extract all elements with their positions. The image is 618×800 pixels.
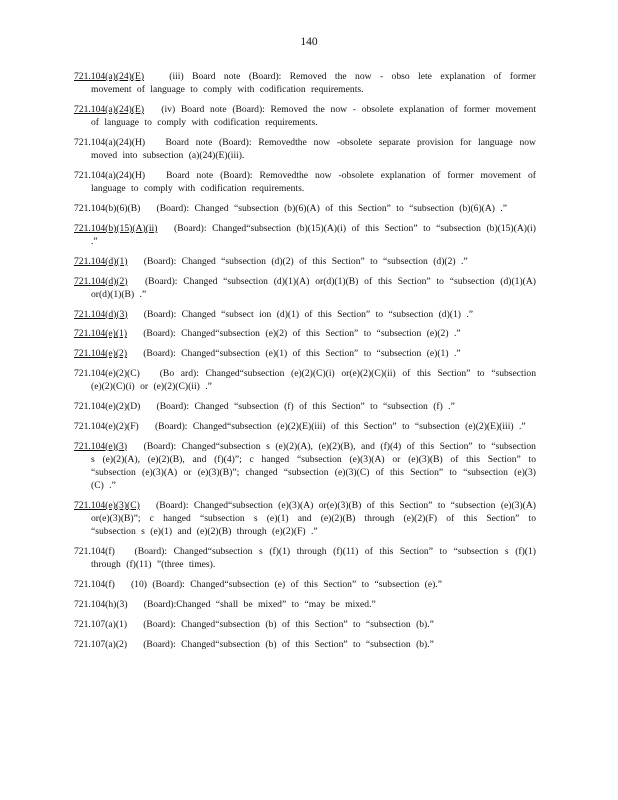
amendment-text: (Board): Changed“subsection (b) of this Section” to “subsection (b).”: [143, 618, 434, 630]
amendment-entry: [74, 638, 536, 651]
amendment-text: (Board): Changed“subsection s (f)(1) through (f)(11) of this Section” to “subsection s (f)(1) through (f)(11) ”(three times).: [91, 546, 536, 571]
section-reference: 721.104(f): [74, 579, 115, 591]
amendment-text: (Board): Changed“subsection s (e)(2)(A), (e)(2)(B), and (f)(4) of this Section” to “subsection s (e)(2)(A), (e)(2)(B), and (f)(4)”; c hanged “subsection (e)(3)(A) or (e)(3)(B) of this Section” to “subsection (e)(3)(A) or (e)(3)(B)”; changed “subsection (e)(3)(C) of this Section” to “subsection (e)(3)(C) .”: [91, 440, 536, 492]
amendment-list: [74, 70, 536, 657]
section-reference: 721.104(d)(2): [74, 275, 128, 287]
amendment-text: (Bo ard): Changed“subsection (e)(2)(C)(i) or(e)(2)(C)(ii) of this Section” to “subsection (e)(2)(C)(i) or (e)(2)(C)(ii) .”: [91, 367, 536, 393]
section-reference: 721.104(e)(1): [74, 328, 128, 340]
amendment-text: (Board): Changed “subsection (f) of this Section” to “subsection (f) .”: [156, 400, 455, 412]
amendment-entry: [74, 499, 536, 539]
amendment-entry: [74, 222, 536, 248]
amendment-entry: [74, 136, 536, 162]
amendment-entry: [74, 347, 536, 360]
amendment-text: (Board): Changed “subsect ion (d)(1) of this Section” to “subsection (d)(1) .”: [143, 308, 474, 320]
amendment-text: (Board): Changed“subsection (b) of this Section” to “subsection (b).”: [143, 638, 434, 650]
amendment-text: (Board):Changed “shall be mixed” to “may be mixed.”: [143, 598, 376, 610]
amendment-text: (Board): Changed“subsection (e)(2) of this Section” to “subsection (e)(2) .”: [143, 328, 461, 340]
amendment-text: (Board): Changed “subsection (d)(2) of this Section” to “subsection (d)(2) .”: [143, 255, 468, 267]
amendment-text: (Board): Changed“subsection (e)(1) of this Section” to “subsection (e)(1) .”: [143, 348, 461, 360]
amendment-entry: [74, 255, 536, 268]
amendment-text: (iii) Board note (Board): Removed the now - obso lete explanation of former movement of language to comply with codification requirements.: [91, 71, 536, 96]
section-reference: 721.104(e)(3): [74, 440, 128, 452]
section-reference: 721.104(e)(2)(C): [74, 367, 140, 379]
section-reference: 721.104(e)(2): [74, 348, 128, 360]
amendment-entry: [74, 367, 536, 393]
amendment-entry: [74, 400, 536, 413]
amendment-text: Board note (Board): Removedthe now -obsolete explanation of former movement of language to comply with codification requirements.: [91, 170, 537, 195]
amendment-text: (Board): Changed“subsection (e)(3)(A) or(e)(3)(B) of this Section” to “subsection (e)(3)(A) or(e)(3)(B)”; c hanged “subsection s (e)(1) and (e)(2)(B) through (e)(2)(F) of this Section” to “subsection s (e)(1) and (e)(2)(B) through (e)(2)(F) .”: [91, 499, 536, 538]
section-reference: 721.104(e)(2)(D): [74, 400, 141, 412]
section-reference: 721.104(d)(1): [74, 255, 128, 267]
amendment-entry: [74, 598, 536, 611]
section-reference: 721.104(d)(3): [74, 308, 128, 320]
amendment-text: (iv) Board note (Board): Removed the now - obsolete explanation of former movement of language to comply with codification requirements.: [91, 104, 536, 129]
amendment-entry: [74, 275, 536, 301]
amendment-entry: [74, 327, 536, 340]
amendment-entry: [74, 545, 536, 571]
amendment-entry: [74, 618, 536, 631]
amendment-entry: [74, 308, 536, 321]
amendment-entry: [74, 578, 536, 591]
amendment-entry: [74, 169, 536, 195]
page-number: 140: [300, 36, 318, 48]
amendment-text: (10) (Board): Changed“subsection (e) of this Section” to “subsection (e).”: [130, 579, 442, 591]
amendment-text: (Board): Changed“subsection (b)(15)(A)(i) of this Section” to “subsection (b)(15)(A)(i) .”: [91, 222, 536, 247]
amendment-text: (Board): Changed“subsection (e)(2)(E)(iii) of this Section” to “subsection (e)(2)(E)(iii) .”: [154, 420, 526, 432]
section-reference: 721.104(e)(3)(C): [74, 499, 140, 511]
amendment-text: (Board): Changed “subsection (b)(6)(A) of this Section” to “subsection (b)(6)(A) .”: [156, 203, 508, 214]
amendment-entry: [74, 202, 536, 215]
section-reference: 721.104(b)(15)(A)(ii): [74, 222, 158, 234]
amendment-text: (Board): Changed “subsection (d)(1)(A) or(d)(1)(B) of this Section” to “subsection (d)(1)(A) or(d)(1)(B) .”: [91, 275, 536, 300]
section-reference: 721.104(h)(3): [74, 598, 128, 610]
amendment-entry: [74, 103, 536, 129]
section-reference: 721.104(a)(24)(E): [74, 71, 145, 82]
section-reference: 721.104(a)(24)(H): [74, 170, 146, 181]
amendment-entry: [74, 440, 536, 493]
section-reference: 721.104(f): [74, 546, 115, 558]
amendment-text: Board note (Board): Removedthe now -obsolete separate provision for language now moved into subsection (a)(24)(E)(iii).: [91, 137, 536, 162]
amendment-entry: [74, 420, 536, 433]
amendment-entry: [74, 70, 536, 96]
section-reference: 721.107(a)(2): [74, 638, 128, 650]
section-reference: 721.104(a)(24)(H): [74, 137, 146, 148]
section-reference: 721.107(a)(1): [74, 618, 128, 630]
section-reference: 721.104(a)(24)(E): [74, 104, 145, 115]
section-reference: 721.104(e)(2)(F): [74, 420, 139, 432]
section-reference: 721.104(b)(6)(B): [74, 203, 141, 214]
